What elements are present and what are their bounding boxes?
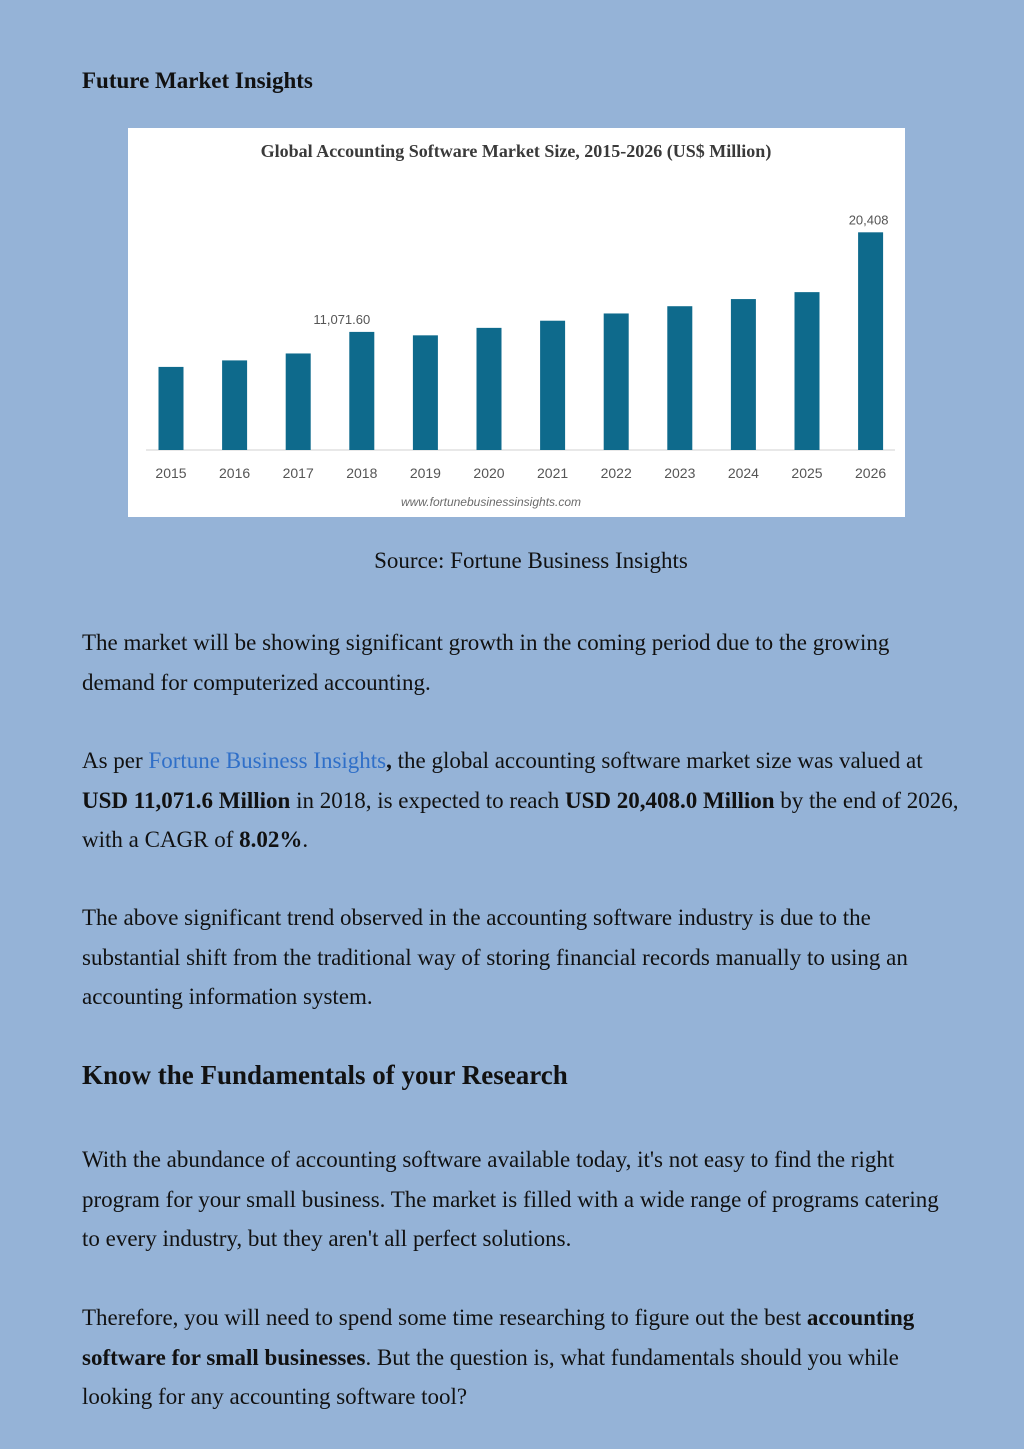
text: . But the question is, what fundamentals should you while looking for any accounting software tool? — [82, 1344, 899, 1409]
text: As per — [82, 748, 149, 773]
bar-2024 — [731, 299, 756, 450]
chart-title: Global Accounting Software Market Size, 2015-2026 (US$ Million) — [260, 141, 772, 161]
bar-2023 — [667, 306, 692, 450]
bar-2019 — [413, 335, 438, 450]
x-tick-2026: 2026 — [855, 465, 887, 481]
bar-2018 — [349, 332, 374, 450]
x-tick-2021: 2021 — [537, 465, 569, 481]
x-tick-2017: 2017 — [282, 465, 314, 481]
paragraph-therefore — [82, 1298, 962, 1417]
bar-2022 — [604, 313, 629, 450]
x-tick-2025: 2025 — [791, 465, 823, 481]
section-heading: Know the Fundamentals of your Research — [82, 1060, 568, 1090]
x-tick-2015: 2015 — [155, 465, 187, 481]
x-tick-2018: 2018 — [346, 465, 378, 481]
bar-2026 — [858, 232, 883, 450]
market-2018-value: USD 11,071.6 Million — [82, 787, 291, 813]
fortune-business-insights-link[interactable]: Fortune Business Insights — [148, 748, 387, 773]
page-heading: Future Market Insights — [82, 68, 313, 93]
bar-2025 — [795, 292, 820, 450]
x-tick-2019: 2019 — [409, 465, 441, 481]
text: in 2018, is expected to reach — [290, 787, 565, 813]
x-tick-2023: 2023 — [664, 465, 696, 481]
cagr-value: 8.02% — [239, 827, 303, 852]
bold-phrase: accounting software for small businesses — [82, 1305, 915, 1370]
bar-2021 — [540, 321, 565, 450]
market-2026-value: USD 20,408.0 Million — [564, 787, 775, 813]
text: the global accounting software market size was valued at — [391, 748, 923, 773]
x-tick-2020: 2020 — [473, 465, 505, 481]
paragraph-market-size — [82, 741, 962, 860]
x-tick-2016: 2016 — [219, 465, 251, 481]
paragraph-growth: The market will be showing significant growth in the coming period due to the growing demand for computerized accounting. — [82, 630, 890, 695]
text: Therefore, you will need to spend some time researching to figure out the best — [82, 1305, 807, 1330]
bar-2015 — [159, 367, 184, 450]
text: , — [386, 748, 392, 773]
bar-2016 — [222, 360, 247, 450]
bar-2020 — [477, 328, 502, 450]
chart-bars — [159, 232, 884, 450]
chart-svg — [128, 128, 905, 517]
text: . — [302, 827, 309, 852]
chart-caption: Source: Fortune Business Insights — [374, 548, 688, 573]
market-size-chart — [128, 128, 905, 517]
chart-x-ticks — [155, 465, 886, 481]
paragraph-abundance: With the abundance of accounting software available today, it's not easy to find the right program for your small business. The market is filled with a wide range of programs catering to every industry, but they aren't all perfect solutions. — [82, 1147, 939, 1251]
chart-source: www.fortunebusinessinsights.com — [400, 495, 582, 509]
x-tick-2024: 2024 — [727, 465, 759, 481]
x-tick-2022: 2022 — [600, 465, 632, 481]
text: by the end of 2026, with a CAGR of — [82, 787, 959, 852]
data-label-2018: 11,071.60 — [313, 311, 371, 327]
data-label-2026: 20,408 — [848, 212, 889, 228]
paragraph-trend: The above significant trend observed in the accounting software industry is due to the substantial shift from the traditional way of storing financial records manually to using an accounting information system. — [82, 905, 908, 1009]
bar-2017 — [286, 353, 311, 450]
